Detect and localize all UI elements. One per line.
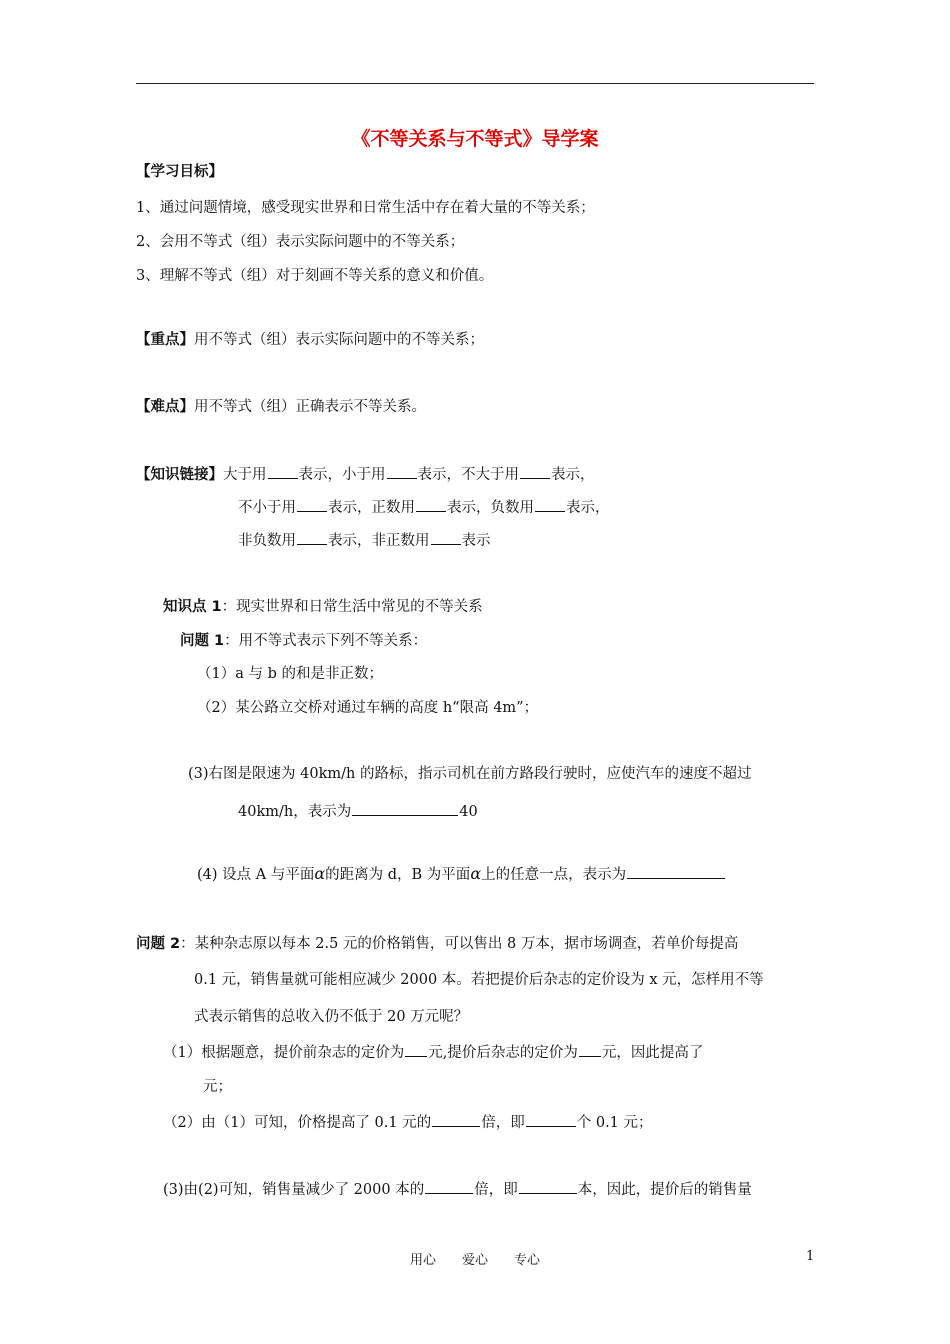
- answer-blank[interactable]: [627, 864, 725, 879]
- difficulty-label: 【难点】: [136, 399, 194, 415]
- question-2-part-1-cont: 元；: [203, 1079, 232, 1095]
- answer-blank[interactable]: [432, 1112, 480, 1127]
- objective-item: 1、通过问题情境，感受现实世界和日常生活中存在着大量的不等关系；: [136, 200, 595, 216]
- answer-blank[interactable]: [431, 530, 461, 545]
- alpha-symbol: α: [314, 864, 326, 883]
- answer-blank[interactable]: [425, 1179, 473, 1194]
- answer-blank[interactable]: [520, 464, 550, 479]
- key-point-text: 用不等式（组）表示实际问题中的不等关系；: [194, 332, 484, 348]
- knowledge-point-1-label: 知识点 1: [163, 599, 222, 615]
- header-rule: [136, 83, 814, 84]
- difficulty-text: 用不等式（组）正确表示不等关系。: [194, 399, 426, 415]
- knowledge-link-label: 【知识链接】: [136, 467, 223, 483]
- answer-blank[interactable]: [519, 1179, 577, 1194]
- question-2-line-2: 0.1 元，销售量就可能相应减少 2000 本。若把提价后杂志的定价设为 x 元，怎样用不等: [194, 972, 764, 988]
- sub-question-4: (4) 设点 A 与平面α的距离为 d，B 为平面α上的任意一点，表示为: [197, 864, 726, 885]
- question-2-part-1: （1）根据题意，提价前杂志的定价为 元,提价后杂志的定价为 元，因此提高了: [163, 1042, 703, 1063]
- sub-question-1: （1）a 与 b 的和是非正数；: [197, 666, 383, 682]
- answer-blank[interactable]: [405, 1042, 427, 1057]
- answer-blank[interactable]: [268, 464, 298, 479]
- answer-blank[interactable]: [535, 497, 565, 512]
- key-point: [136, 330, 484, 350]
- sub-question-3: (3)右图是限速为 40km/h 的路标，指示司机在前方路段行驶时，应使汽车的速度不超过: [188, 766, 752, 782]
- key-point-label: 【重点】: [136, 332, 194, 348]
- question-1-label: 问题 1: [180, 633, 225, 649]
- answer-blank[interactable]: [416, 497, 446, 512]
- question-2-line-3: 式表示销售的总收入仍不低于 20 万元呢？: [194, 1009, 469, 1025]
- knowledge-link-line-3: 非负数用 表示，非正数用 表示: [238, 530, 491, 551]
- objective-item: 3、理解不等式（组）对于刻画不等关系的意义和价值。: [136, 268, 494, 284]
- difficulty: [136, 397, 426, 417]
- answer-blank[interactable]: [297, 530, 327, 545]
- answer-blank[interactable]: [579, 1042, 601, 1057]
- sub-question-2: （2）某公路立交桥对通过车辆的高度 h“限高 4m”；: [197, 700, 539, 716]
- footer-motto: 用心 爱心 专心: [409, 1253, 540, 1268]
- answer-blank[interactable]: [387, 464, 417, 479]
- question-1: 问题 1：用不等式表示下列不等关系：: [180, 633, 428, 649]
- question-2-part-2: （2）由（1）可知，价格提高了 0.1 元的 倍，即 个 0.1 元；: [163, 1112, 653, 1133]
- answer-blank[interactable]: [526, 1112, 576, 1127]
- page-title: 《不等关系与不等式》导学案: [351, 128, 599, 150]
- objective-item: 2、会用不等式（组）表示实际问题中的不等关系；: [136, 234, 465, 250]
- knowledge-point-1: 知识点 1：现实世界和日常生活中常见的不等关系: [163, 599, 483, 615]
- knowledge-link-line-2: 不小于用 表示，正数用 表示，负数用 表示，: [238, 497, 610, 518]
- question-2-label: 问题 2: [136, 936, 181, 952]
- question-2-part-3: (3)由(2)可知，销售量减少了 2000 本的 倍，即 本，因此，提价后的销售量: [163, 1179, 752, 1200]
- knowledge-link-line-1: 【知识链接】大于用 表示，小于用 表示，不大于用 表示，: [136, 464, 595, 485]
- answer-blank[interactable]: [297, 497, 327, 512]
- answer-blank[interactable]: [352, 801, 458, 816]
- question-2: 问题 2：某种杂志原以每本 2.5 元的价格销售，可以售出 8 万本，据市场调查，若单价每提高: [136, 936, 739, 952]
- page-number: 1: [806, 1249, 815, 1264]
- sub-question-3-answer: 40km/h，表示为 40: [238, 801, 478, 822]
- alpha-symbol: α: [470, 864, 482, 883]
- objectives-heading: 【学习目标】: [136, 164, 223, 180]
